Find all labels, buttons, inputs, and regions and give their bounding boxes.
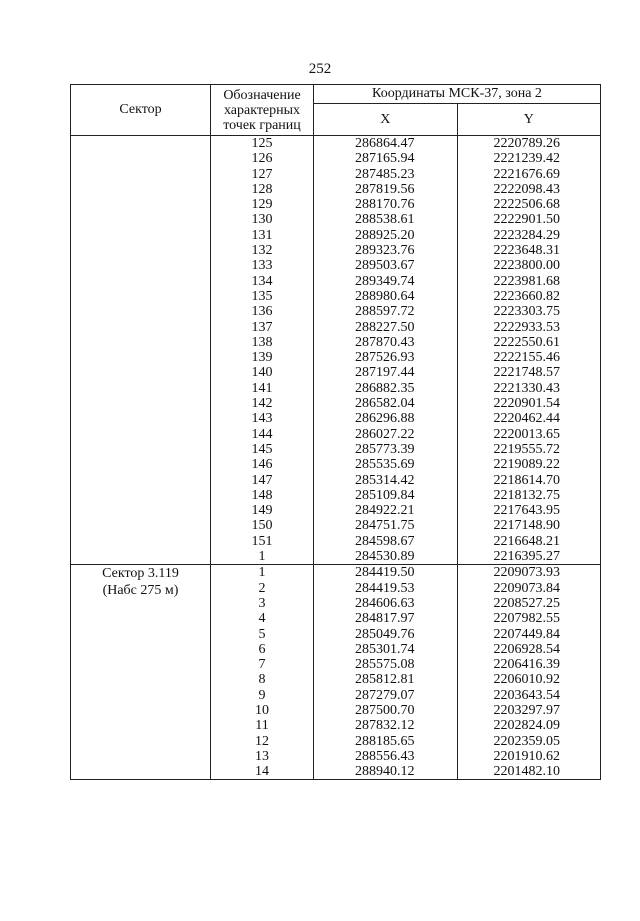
sector-label: Сектор 3.119 [102, 566, 179, 582]
point-number: 8 [258, 672, 266, 688]
y-value: 2221239.42 [493, 151, 560, 167]
point-number: 138 [251, 334, 273, 350]
y-value: 2223660.82 [493, 288, 560, 304]
point-number: 9 [258, 687, 266, 703]
header-point-designation: Обозначение характерных точек границ [211, 85, 314, 136]
y-value: 2222901.50 [493, 212, 560, 228]
point-number: 4 [258, 611, 266, 627]
y-value: 2221748.57 [493, 365, 560, 381]
point-number: 126 [251, 151, 273, 167]
y-value: 2201482.10 [493, 764, 560, 780]
x-value: 286882.35 [355, 380, 415, 396]
point-number: 137 [251, 319, 273, 335]
sector-group [71, 565, 601, 780]
y-value: 2209073.93 [493, 565, 560, 581]
x-value: 288980.64 [355, 288, 415, 304]
x-value: 287526.93 [355, 350, 415, 366]
point-number: 127 [251, 166, 273, 182]
point-number: 147 [251, 472, 273, 488]
y-value: 2221330.43 [493, 380, 560, 396]
y-value: 2208527.25 [493, 595, 560, 611]
y-value: 2218614.70 [493, 472, 560, 488]
header-coordinates: Координаты МСК-37, зона 2 [314, 85, 601, 104]
x-value: 284751.75 [355, 518, 415, 534]
point-number: 136 [251, 304, 273, 320]
header-sector: Сектор [71, 85, 211, 136]
point-number: 145 [251, 441, 273, 457]
header-x: X [314, 104, 458, 136]
x-value: 285773.39 [355, 441, 415, 457]
y-value: 2223303.75 [493, 304, 560, 320]
y-value: 2202359.05 [493, 733, 560, 749]
point-number-column [211, 565, 314, 780]
y-value: 2220462.44 [493, 411, 560, 427]
x-value: 287870.43 [355, 334, 415, 350]
point-number: 143 [251, 411, 273, 427]
y-value: 2222550.61 [493, 334, 560, 350]
point-number: 146 [251, 457, 273, 473]
x-value: 286027.22 [355, 426, 415, 442]
x-value: 288227.50 [355, 319, 415, 335]
x-value: 288597.72 [355, 304, 415, 320]
x-value: 288925.20 [355, 227, 415, 243]
y-value: 2216395.27 [493, 549, 560, 565]
point-number: 133 [251, 258, 273, 274]
point-number: 150 [251, 518, 273, 534]
sector-group [71, 136, 601, 565]
point-number: 134 [251, 273, 273, 289]
x-value: 284598.67 [355, 533, 415, 549]
point-number: 11 [255, 718, 269, 734]
y-value: 2203643.54 [493, 687, 560, 703]
point-number: 135 [251, 288, 273, 304]
y-value: 2222506.68 [493, 197, 560, 213]
point-number: 14 [255, 764, 269, 780]
x-value: 284817.97 [355, 611, 415, 627]
y-value-column [457, 565, 601, 780]
y-value: 2221676.69 [493, 166, 560, 182]
y-value: 2220013.65 [493, 426, 560, 442]
x-value: 284530.89 [355, 549, 415, 565]
point-number: 131 [251, 227, 273, 243]
point-number: 1 [258, 565, 266, 581]
x-value: 284922.21 [355, 503, 415, 519]
point-number: 129 [251, 197, 273, 213]
y-value: 2202824.09 [493, 718, 560, 734]
y-value: 2223981.68 [493, 273, 560, 289]
y-value: 2206010.92 [493, 672, 560, 688]
x-value: 287279.07 [355, 687, 415, 703]
x-value: 286296.88 [355, 411, 415, 427]
point-number: 141 [251, 380, 273, 396]
y-value: 2206928.54 [493, 641, 560, 657]
y-value: 2220789.26 [493, 136, 560, 151]
y-value: 2222933.53 [493, 319, 560, 335]
y-value: 2206416.39 [493, 657, 560, 673]
point-number: 128 [251, 181, 273, 197]
point-number: 5 [258, 626, 266, 642]
page-number: 252 [308, 61, 332, 77]
point-number: 3 [258, 595, 266, 611]
point-number: 10 [255, 702, 269, 718]
x-value: 285109.84 [355, 487, 415, 503]
point-number-column [211, 136, 314, 565]
x-value: 286582.04 [355, 396, 415, 412]
x-value: 288170.76 [355, 197, 415, 213]
x-value: 287819.56 [355, 181, 415, 197]
y-value: 2207982.55 [493, 611, 560, 627]
point-number: 148 [251, 487, 273, 503]
table-body [71, 136, 601, 780]
point-number: 125 [251, 136, 273, 151]
sector-label: (Набс 275 м) [102, 583, 179, 599]
y-value: 2220901.54 [493, 396, 560, 412]
x-value: 284419.53 [355, 580, 415, 596]
y-value: 2217148.90 [493, 518, 560, 534]
y-value: 2219555.72 [493, 441, 560, 457]
point-number: 132 [251, 243, 273, 259]
x-value: 288538.61 [355, 212, 415, 228]
y-value: 2216648.21 [493, 533, 560, 549]
y-value: 2203297.97 [493, 702, 560, 718]
point-number: 140 [251, 365, 273, 381]
y-value: 2219089.22 [493, 457, 560, 473]
point-number: 6 [258, 641, 266, 657]
x-value-column [314, 565, 458, 780]
point-number: 139 [251, 350, 273, 366]
x-value: 285049.76 [355, 626, 415, 642]
header-y: Y [457, 104, 601, 136]
y-value: 2222098.43 [493, 181, 560, 197]
y-value: 2207449.84 [493, 626, 560, 642]
point-number: 13 [255, 748, 269, 764]
x-value: 287165.94 [355, 151, 415, 167]
x-value: 288940.12 [355, 764, 415, 780]
x-value: 287832.12 [355, 718, 415, 734]
sector-cell [71, 565, 211, 780]
point-number: 130 [251, 212, 273, 228]
x-value: 288185.65 [355, 733, 415, 749]
point-number: 12 [255, 733, 269, 749]
x-value-column [314, 136, 458, 565]
point-number: 144 [251, 426, 273, 442]
y-value: 2223648.31 [493, 243, 560, 259]
y-value-column [457, 136, 601, 565]
x-value: 286864.47 [355, 136, 415, 151]
x-value: 285575.08 [355, 657, 415, 673]
point-number: 151 [251, 533, 273, 549]
x-value: 285301.74 [355, 641, 415, 657]
y-value: 2222155.46 [493, 350, 560, 366]
x-value: 284419.50 [355, 565, 415, 581]
coordinates-table [70, 84, 601, 780]
y-value: 2217643.95 [493, 503, 560, 519]
x-value: 289323.76 [355, 243, 415, 259]
x-value: 284606.63 [355, 595, 415, 611]
point-number: 149 [251, 503, 273, 519]
x-value: 289503.67 [355, 258, 415, 274]
table-header [71, 85, 601, 136]
y-value: 2201910.62 [493, 748, 560, 764]
x-value: 288556.43 [355, 748, 415, 764]
y-value: 2223800.00 [493, 258, 560, 274]
point-number: 2 [258, 580, 266, 596]
x-value: 285812.81 [355, 672, 415, 688]
x-value: 289349.74 [355, 273, 415, 289]
y-value: 2218132.75 [493, 487, 560, 503]
point-number: 1 [258, 549, 266, 565]
x-value: 285314.42 [355, 472, 415, 488]
x-value: 285535.69 [355, 457, 415, 473]
x-value: 287197.44 [355, 365, 415, 381]
x-value: 287485.23 [355, 166, 415, 182]
x-value: 287500.70 [355, 702, 415, 718]
point-number: 142 [251, 396, 273, 412]
y-value: 2223284.29 [493, 227, 560, 243]
sector-cell [71, 136, 211, 565]
point-number: 7 [258, 657, 266, 673]
y-value: 2209073.84 [493, 580, 560, 596]
